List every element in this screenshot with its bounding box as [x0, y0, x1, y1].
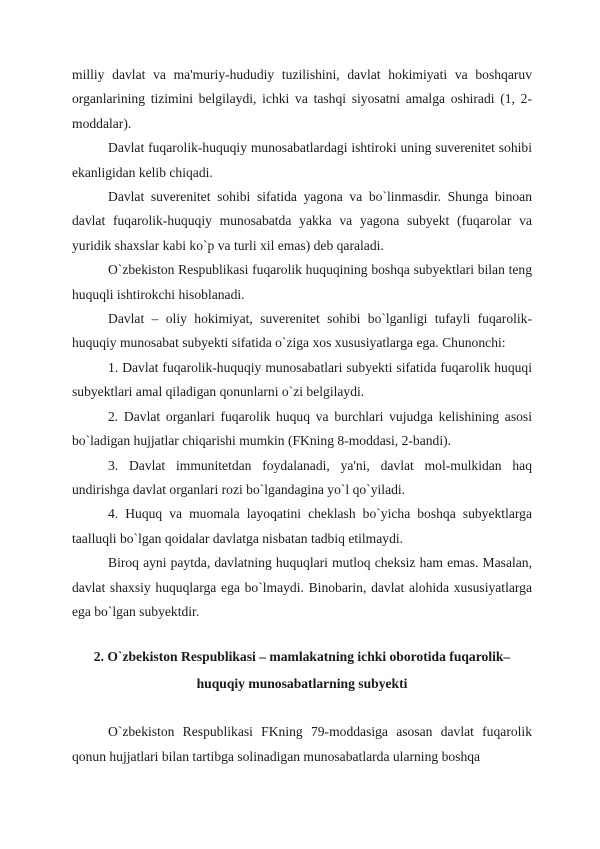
paragraph-final: O`zbekiston Respublikasi FKning 79-moddasiga asosan davlat fuqarolik qonun hujjatlari bilan tartibga solinadigan munosabatlarda ularning boshqa	[72, 724, 532, 764]
paragraph: Davlat – oliy hokimiyat, suverenitet sohibi bo`lganligi tufayli fuqarolik-huquqiy munosabat subyekti sifatida o`ziga xos xususiyatlarga ega. Chunonchi:	[72, 311, 532, 351]
document-body	[72, 63, 532, 769]
paragraph: Davlat suverenitet sohibi sifatida yagona va bo`linmasdir. Shunga binoan davlat fuqarolik-huquqiy munosabatda yakka va yagona subyekt (fuqarolar va yuridik shaxslar kabi ko`p va turli xil emas) deb qaraladi.	[72, 189, 532, 253]
list-item-1: 1. Davlat fuqarolik-huquqiy munosabatlari subyekti sifatida fuqarolik huquqi subyektlari amal qiladigan qonunlarni o`zi belgilaydi.	[72, 359, 532, 400]
list-item-2: 2. Davlat organlari fuqarolik huquq va burchlari vujudga kelishining asosi bo`ladigan hujjatlar chiqarishi mumkin (FKning 8-moddasi, 2-bandi).	[72, 408, 532, 449]
list-item-3: 3. Davlat immunitetdan foydalanadi, ya'ni, davlat mol-mulkidan haq undirishga davlat organlari rozi bo`lgandagina yo`l qo`yiladi.	[72, 457, 532, 497]
paragraph-continuation: milliy davlat va ma'muriy-hududiy tuzilishini, davlat hokimiyati va boshqaruv organlarining tizimini belgilaydi, ichki va tashqi siyosatni amalga oshiradi (1, 2-moddalar).	[72, 67, 532, 131]
section-heading	[72, 643, 532, 697]
paragraph: Davlat fuqarolik-huquqiy munosabatlardagi ishtiroki uning suverenitet sohibi ekanligidan kelib chiqadi.	[72, 140, 532, 180]
section-heading-line1: 2. O`zbekiston Respublikasi – mamlakatning ichki oborotida fuqarolik–	[93, 649, 511, 665]
section-heading-line2: huquqiy munosabatlarning subyekti	[196, 676, 408, 692]
paragraph: Biroq ayni paytda, davlatning huquqlari mutloq cheksiz ham emas. Masalan, davlat shaxsiy huquqlarga ega bo`lmaydi. Binobarin, davlat alohida xususiyatlarga ega bo`lgan subyektdir.	[72, 555, 532, 619]
list-item-4: 4. Huquq va muomala layoqatini cheklash bo`yicha boshqa subyektlarga taalluqli bo`lgan qoidalar davlatga nisbatan tadbiq etilmaydi.	[72, 506, 532, 546]
paragraph: O`zbekiston Respublikasi fuqarolik huquqining boshqa subyektlari bilan teng huquqli ishtirokchi hisoblanadi.	[72, 262, 532, 302]
